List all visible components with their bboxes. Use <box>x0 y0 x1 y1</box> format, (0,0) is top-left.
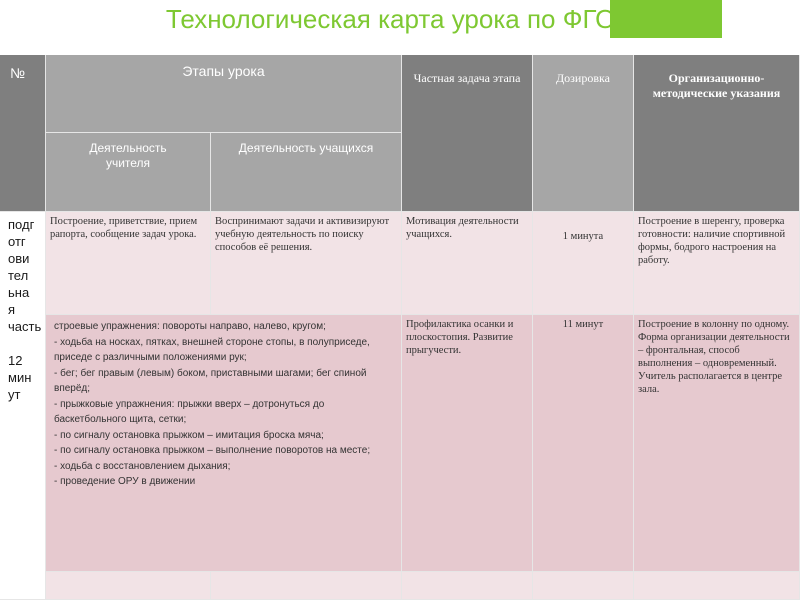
row1-students-cell <box>211 212 402 315</box>
row2-guidelines-cell <box>634 315 800 572</box>
row2-task: Профилактика осанки и плоскостопия. Развитие прыгучести. <box>406 319 514 356</box>
row2-guidelines: Построение в колонну по одному. Форма организации деятельности – фронтальная, способ выполнения – одновременный. Учитель располагается в центре зала. <box>638 319 790 395</box>
row3-cell-4 <box>533 572 634 600</box>
header-guidelines-cell <box>634 55 800 212</box>
header-num-cell <box>0 55 46 212</box>
row3-cell-5 <box>634 572 800 600</box>
row3-cell-3 <box>402 572 533 600</box>
row1-guidelines: Построение в шеренгу, проверка готовности: наличие спортивной формы, бодрого настроения на работу. <box>638 216 786 266</box>
row2-content: строевые упражнения: повороты направо, налево, кругом; - ходьба на носках, пятках, внешней стороне стопы, в полуприседе, приседе с различными положениями рук; - бег; бег правым (левым) боком, приставными шагами; бег спиной вперёд; - прыжковые упражнения: прыжки вверх – дотронуться до баскетбольного щита, сетки; - по сигналу остановка прыжком – имитация броска мяча; - по сигналу остановка прыжком – выполнение поворотов на месте; - ходьба с восстановлением дыхания; - проведение ОРУ в движении <box>54 321 371 487</box>
header-guidelines: Организационно-методические указания <box>652 71 781 100</box>
header-num: № <box>10 65 26 81</box>
row1-teacher-cell <box>46 212 211 315</box>
header-task-cell <box>402 55 533 212</box>
row3-cell-1 <box>46 572 211 600</box>
row1-guidelines-cell <box>634 212 800 315</box>
row1-dosage-cell <box>533 212 634 315</box>
row1-dosage: 1 минута <box>562 231 604 242</box>
row2-content-cell <box>46 315 402 572</box>
row2-dosage-cell <box>533 315 634 572</box>
header-teacher-cell <box>46 133 211 212</box>
header-teacher-activity: Деятельность учителя <box>89 141 167 170</box>
side-stage-label: подг отг ови тел ьна я часть 12 мин ут <box>0 212 46 600</box>
row2-task-cell <box>402 315 533 572</box>
header-students-cell <box>211 133 402 212</box>
row1-task: Мотивация деятельности учащихся. <box>406 216 519 240</box>
header-stages-cell <box>46 55 402 133</box>
row3-cell-2 <box>211 572 402 600</box>
header-student-activity: Деятельность учащихся <box>238 141 374 155</box>
row1-students: Воспринимают задачи и активизируют учебную деятельность по поиску способов её решения. <box>215 216 390 253</box>
header-dosage: Дозировка <box>556 71 610 85</box>
row2-dosage: 11 минут <box>562 319 604 330</box>
row1-task-cell <box>402 212 533 315</box>
header-dosage-cell <box>533 55 634 212</box>
header-task: Частная задача этапа <box>413 71 521 85</box>
header-stages: Этапы урока <box>182 63 265 79</box>
page-title: Технологическая карта урока по ФГОС <box>165 4 635 34</box>
row1-teacher: Построение, приветствие, прием рапорта, сообщение задач урока. <box>50 216 198 240</box>
